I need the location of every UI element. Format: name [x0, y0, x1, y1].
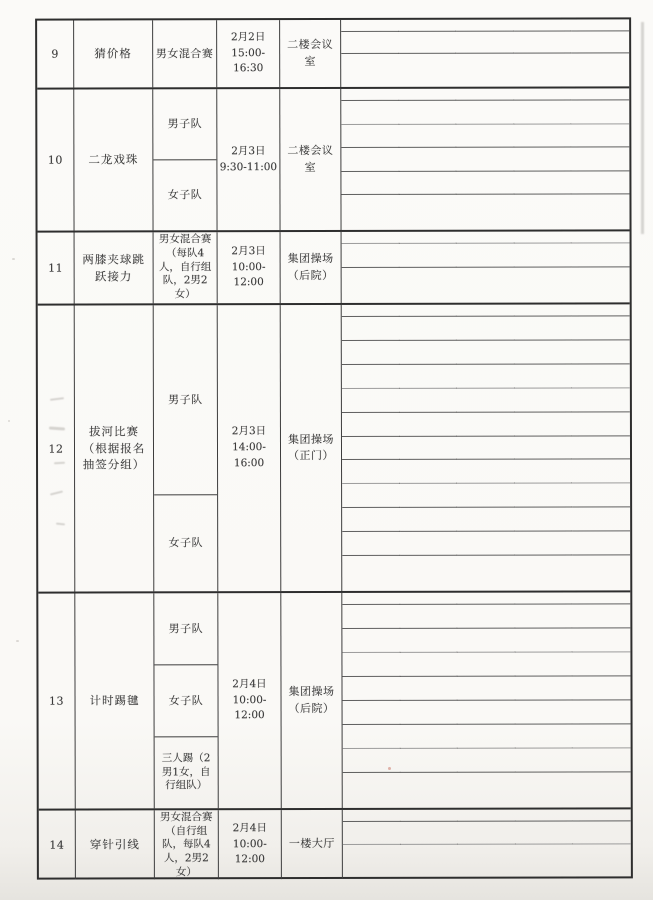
result-cell [457, 340, 515, 341]
time-text: 10:00-12:00 [232, 837, 267, 866]
result-cell [457, 483, 515, 484]
result-cell [514, 243, 572, 244]
event-cell: 穿针引线 [76, 810, 155, 879]
result-cell [457, 459, 515, 460]
result-cell [572, 340, 630, 341]
location-cell: 一楼大厅 [282, 810, 343, 879]
result-cell [516, 820, 574, 821]
result-cell [458, 723, 516, 724]
result-cell [342, 388, 400, 389]
result-cell [515, 723, 573, 724]
result-cell [400, 771, 458, 772]
team-cell: 男女混合赛（每队4人，自行组队，2男2女） [158, 233, 212, 301]
result-cell [399, 100, 457, 101]
result-cell [515, 411, 573, 412]
team-cell: 女子队 [154, 665, 217, 737]
location-cell: 集团操场（后院） [281, 593, 342, 808]
result-cell [457, 123, 515, 124]
team-cell: 男女混合赛 [155, 47, 214, 61]
result-cell [572, 266, 630, 267]
result-cell [341, 171, 399, 172]
result-cell [514, 30, 572, 31]
result-cell [342, 412, 400, 413]
result-cell [456, 100, 514, 101]
result-cell [458, 700, 516, 701]
result-cell [573, 506, 631, 507]
time-text: 9:30-11:00 [219, 160, 278, 173]
result-cell [342, 267, 400, 268]
result-cell [458, 652, 516, 653]
result-cell [572, 170, 630, 171]
team-cell: 三人踢（2男1女，自行组队） [161, 752, 211, 792]
result-cell [573, 530, 631, 531]
result-cell [343, 772, 401, 773]
result-cell [515, 676, 573, 677]
datetime-cell [218, 305, 282, 591]
result-cell [572, 363, 630, 364]
row-number-cell: 14 [39, 811, 76, 880]
result-cell [515, 747, 573, 748]
result-cell [458, 771, 516, 772]
datetime-cell [219, 810, 282, 879]
result-cell [457, 388, 515, 389]
result-cell [399, 170, 457, 171]
results-grid [341, 19, 629, 87]
result-cell [572, 411, 630, 412]
row-number-cell: 10 [37, 90, 74, 231]
result-cell [572, 483, 630, 484]
team-cell: 女子队 [168, 536, 203, 550]
time-text: 10:00-12:00 [232, 693, 267, 722]
result-cell [572, 30, 630, 31]
table-row [38, 592, 630, 810]
result-cell [400, 435, 458, 436]
result-cell [400, 531, 458, 532]
result-cell [399, 388, 457, 389]
result-cell [457, 531, 515, 532]
results-grid [342, 304, 631, 591]
result-cell [572, 459, 630, 460]
result-cell [515, 364, 573, 365]
result-cell [573, 820, 631, 821]
result-cell [572, 123, 630, 124]
table-row [38, 304, 631, 593]
result-cell [457, 507, 515, 508]
result-cell [399, 30, 457, 31]
result-cell [572, 243, 630, 244]
result-cell [515, 435, 573, 436]
result-cell [342, 604, 400, 605]
table-row [38, 231, 630, 305]
result-cell [515, 771, 573, 772]
date-text: 2月3日 [231, 245, 266, 258]
result-cell [457, 147, 515, 148]
result-cell [400, 628, 458, 629]
date-text: 2月4日 [232, 678, 267, 691]
result-cell [399, 123, 457, 124]
result-cell [573, 771, 631, 772]
time-text: 10:00-12:00 [231, 260, 266, 289]
result-cell [573, 628, 631, 629]
result-cell [458, 628, 516, 629]
time-text: 15:00-16:30 [231, 46, 266, 75]
result-cell [573, 723, 631, 724]
result-cell [514, 170, 572, 171]
team-column [153, 20, 217, 87]
result-cell [399, 194, 457, 195]
result-cell [573, 652, 631, 653]
result-cell [400, 821, 458, 822]
team-cell: 男子队 [154, 593, 217, 665]
result-cell [343, 844, 401, 845]
result-cell [515, 459, 573, 460]
result-cell [572, 316, 630, 317]
event-cell: 拔河比赛（根据报名抽签分组） [75, 305, 155, 591]
result-cell [400, 724, 458, 725]
result-cell [400, 676, 458, 677]
result-cell [342, 340, 400, 341]
date-text: 2月2日 [230, 31, 266, 44]
result-cell [342, 652, 400, 653]
result-cell [457, 243, 515, 244]
team-cell: 男女混合赛（自行组队，每队4人，2男2女） [160, 811, 213, 878]
result-cell [400, 700, 458, 701]
result-cell [342, 483, 400, 484]
team-column [153, 89, 217, 230]
results-grid [341, 88, 629, 230]
result-cell [515, 483, 573, 484]
result-cell [456, 53, 514, 54]
result-cell [457, 435, 515, 436]
result-cell [399, 147, 457, 148]
result-cell [514, 123, 572, 124]
result-cell [341, 124, 399, 125]
result-cell [399, 53, 457, 54]
result-cell [457, 411, 515, 412]
time-text: 14:00-16:00 [232, 441, 266, 470]
result-cell [515, 699, 573, 700]
row-number-cell: 13 [38, 594, 75, 809]
location-cell: 二楼会议室 [280, 20, 341, 87]
result-cell [400, 483, 458, 484]
datetime-cell [217, 20, 280, 87]
result-cell [572, 147, 630, 148]
event-cell: 两膝夹球跳跃接力 [75, 232, 154, 303]
result-cell [400, 411, 458, 412]
result-cell [400, 554, 458, 555]
result-cell [457, 554, 515, 555]
results-grid [343, 809, 631, 879]
team-column [154, 305, 219, 591]
result-cell [572, 100, 630, 101]
date-text: 2月4日 [232, 822, 267, 835]
result-cell [341, 194, 399, 195]
team-cell: 男子队 [153, 89, 216, 160]
result-cell [342, 364, 400, 365]
team-cell: 男子队 [154, 305, 217, 495]
result-cell [572, 387, 630, 388]
result-cell [341, 53, 399, 54]
team-cell: 女子队 [167, 188, 203, 202]
result-cell [342, 243, 400, 244]
result-cell [457, 267, 515, 268]
result-cell [342, 316, 400, 317]
event-cell: 计时踢毽 [75, 593, 154, 808]
result-cell [341, 31, 399, 32]
result-cell [399, 316, 457, 317]
result-cell [399, 243, 457, 244]
result-cell [458, 604, 516, 605]
result-cell [458, 821, 516, 822]
result-cell [457, 316, 515, 317]
result-cell [514, 266, 572, 267]
datetime-cell [218, 232, 281, 303]
team-column [155, 810, 219, 879]
result-cell [399, 364, 457, 365]
result-cell [458, 844, 516, 845]
result-cell [400, 459, 458, 460]
result-cell [514, 147, 572, 148]
date-text: 2月3日 [231, 425, 267, 438]
result-cell [516, 843, 574, 844]
result-cell [458, 676, 516, 677]
result-cell [514, 194, 572, 195]
result-cell [342, 459, 400, 460]
result-cell [457, 194, 515, 195]
result-cell [457, 170, 515, 171]
result-cell [458, 747, 516, 748]
location-cell: 二楼会议室 [280, 89, 341, 230]
table-row [37, 19, 629, 89]
event-cell: 二龙戏珠 [74, 89, 153, 230]
row-number-cell: 9 [37, 21, 74, 88]
result-cell [572, 52, 630, 53]
location-cell: 集团操场（后院） [281, 232, 342, 303]
result-cell [400, 748, 458, 749]
result-cell [457, 364, 515, 365]
scan-streak [641, 22, 644, 234]
result-cell [343, 748, 401, 749]
datetime-cell [218, 593, 281, 808]
results-grid [342, 231, 630, 303]
team-column [154, 232, 218, 303]
result-cell [342, 435, 400, 436]
date-text: 2月3日 [231, 144, 266, 157]
result-cell [456, 30, 514, 31]
scan-speck [12, 258, 15, 260]
row-number-cell: 12 [38, 306, 76, 592]
result-cell [341, 100, 399, 101]
result-cell [573, 843, 631, 844]
result-cell [341, 147, 399, 148]
result-cell [514, 52, 572, 53]
result-cell [400, 507, 458, 508]
result-cell [515, 604, 573, 605]
result-cell [515, 387, 573, 388]
result-cell [342, 555, 400, 556]
result-cell [342, 507, 400, 508]
location-cell: 集团操场（正门） [281, 305, 343, 591]
result-cell [572, 435, 630, 436]
result-cell [572, 194, 630, 195]
result-cell [515, 340, 573, 341]
results-grid [342, 592, 630, 808]
result-cell [515, 628, 573, 629]
result-cell [400, 652, 458, 653]
result-cell [515, 530, 573, 531]
result-cell [515, 652, 573, 653]
result-cell [342, 676, 400, 677]
team-column [154, 593, 218, 808]
event-cell: 猜价格 [74, 20, 153, 87]
result-cell [573, 604, 631, 605]
result-cell [573, 675, 631, 676]
datetime-cell [217, 89, 280, 230]
row-number-cell: 11 [38, 233, 75, 304]
result-cell [343, 724, 401, 725]
result-cell [399, 340, 457, 341]
result-cell [343, 821, 401, 822]
result-cell [515, 316, 573, 317]
result-cell [573, 699, 631, 700]
result-cell [573, 554, 631, 555]
result-cell [515, 554, 573, 555]
result-cell [400, 844, 458, 845]
result-cell [343, 700, 401, 701]
scan-speck [8, 420, 10, 422]
result-cell [573, 747, 631, 748]
result-cell [515, 507, 573, 508]
result-cell [342, 531, 400, 532]
schedule-table [35, 17, 633, 879]
result-cell [400, 604, 458, 605]
result-cell [342, 628, 400, 629]
scan-dot [388, 767, 391, 770]
table-row [37, 88, 629, 232]
table-row [39, 809, 631, 879]
result-cell [514, 100, 572, 101]
scan-speck [16, 640, 19, 642]
result-cell [399, 267, 457, 268]
